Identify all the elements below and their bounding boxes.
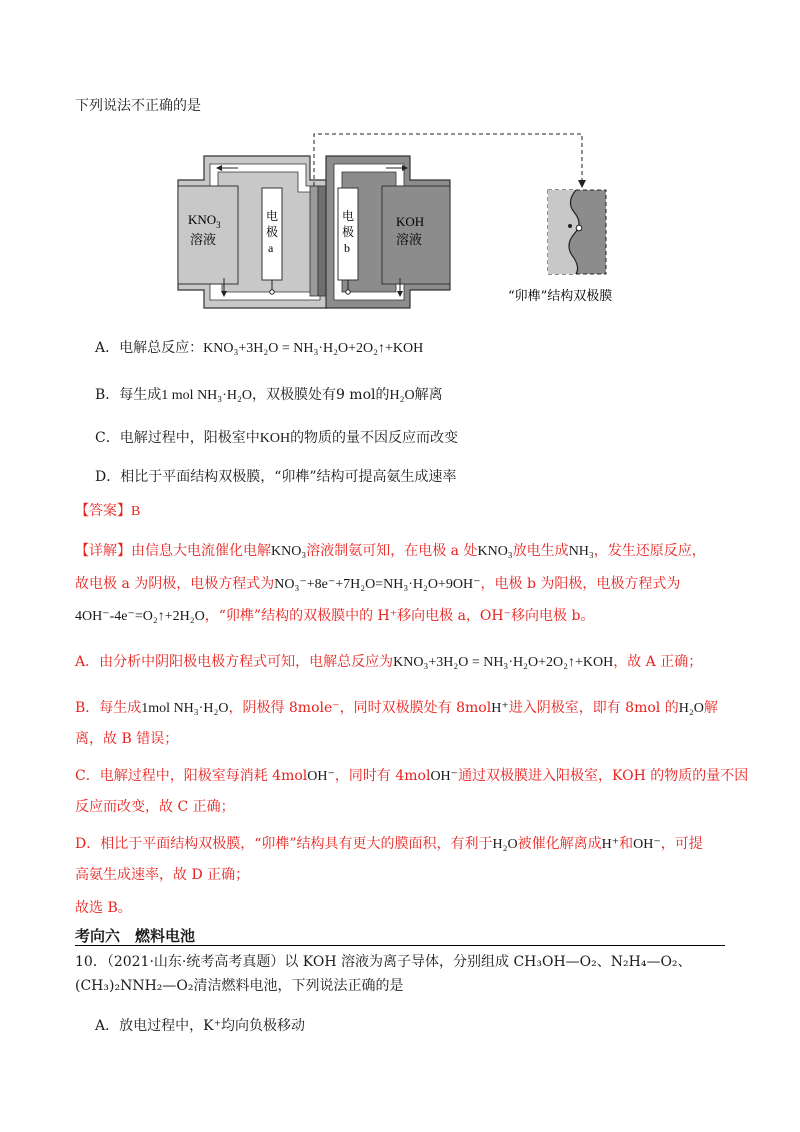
analysis-line1-d: ，发生还原反应，: [593, 543, 706, 559]
analysis-line1-b: 溶液制氨可知，在电极 a 处: [306, 543, 478, 559]
kno3-solution-text: 溶液: [190, 233, 217, 248]
option-d-letter: D．: [95, 469, 121, 485]
analysis-c: [75, 766, 748, 787]
analysis-b-b: ，阴极得 8mole⁻，同时双极膜处有 8mol: [228, 700, 492, 716]
koh-label: KOH: [396, 214, 425, 229]
analysis-d-formula2: H⁺: [601, 837, 620, 852]
analysis-d-c: 和: [619, 836, 634, 852]
option-a: [95, 338, 423, 359]
analysis-b-a: B．每生成: [75, 700, 142, 716]
analysis-b-c: 进入阴极室，即有 8mol 的: [508, 700, 679, 716]
analysis-b-line2: 离，故 B 错误；: [75, 731, 179, 747]
option-a-formula: KNO₃+3H₂O = NH₃·H₂O+2O₂↑+KOH: [203, 341, 424, 356]
analysis-b-formula1: 1mol NH₃·H₂O: [141, 701, 229, 716]
terminal-b-icon: [346, 290, 350, 294]
analysis-a: [75, 652, 702, 673]
section-heading: 考向六 燃料电池: [75, 925, 725, 946]
analysis-c-c: 通过双极膜进入阳极室，KOH 的物质的量不因: [458, 768, 749, 784]
analysis-line3: [75, 606, 594, 627]
koh-solution-text: 溶液: [396, 233, 423, 248]
analysis-line3-formula: 4OH⁻-4e⁻=O₂↑+2H₂O: [75, 609, 205, 624]
electrode-b-char2: 极: [342, 225, 355, 239]
question10-line1: 10．（2021·山东·统考高考真题）以 KOH 溶液为离子导体，分别组成 CH₃OH—O₂、N₂H₄—O₂、: [75, 954, 692, 970]
question10-option-a: A．放电过程中，K⁺均向负极移动: [95, 1018, 305, 1034]
option-d: [95, 467, 457, 487]
analysis-line1-formula1: KNO₃: [271, 544, 307, 559]
analysis-a-formula: KNO₃+3H₂O = NH₃·H₂O+2O₂↑+KOH: [393, 655, 614, 670]
question10-line2: (CH₃)₂NNH₂—O₂清洁燃料电池，下列说法正确的是: [75, 978, 404, 994]
option-a-text: 电解总反应：: [119, 340, 204, 356]
analysis-b-d: 解: [703, 700, 718, 716]
analysis-d-line2: 高氨生成速率，故 D 正确；: [75, 867, 250, 883]
option-b-formula2: H₂O: [389, 388, 415, 403]
analysis-line1-formula3: NH₃: [568, 544, 594, 559]
analysis-a-end: ，故 A 正确；: [613, 654, 703, 670]
analysis-b-formula3: H₂O: [678, 701, 704, 716]
option-c: [95, 428, 458, 449]
analysis-c-a: C．电解过程中，阳极室每消耗 4mol: [75, 768, 308, 784]
question-intro: 下列说法不正确的是: [75, 98, 201, 114]
electrode-a-char3: a: [268, 241, 274, 255]
analysis-c-formula2: OH⁻: [430, 769, 459, 784]
analysis-conclusion: 故选 B。: [75, 900, 132, 916]
electrode-b-char3: b: [344, 241, 350, 255]
option-b-text-post: 解离: [414, 387, 443, 403]
membrane-open-dot-icon: [576, 225, 582, 231]
analysis-d-b: 被催化解离成: [517, 836, 602, 852]
option-b-text-mid: ，双极膜处有9 mol的: [251, 387, 390, 403]
analysis-line2-b: ，电极 b 为阳极，电极方程式为: [480, 576, 681, 592]
option-b: [95, 385, 443, 406]
option-c-letter: C．: [95, 430, 120, 446]
analysis-line2-a: 故电极 a 为阴极，电极方程式为: [75, 576, 275, 592]
analysis-d-formula1: H₂O: [492, 837, 518, 852]
analysis-line2: [75, 574, 680, 595]
analysis-c-formula1: OH⁻: [307, 769, 335, 784]
kno3-label: $KNO_3$: [188, 212, 221, 230]
membrane-dot-icon: [568, 224, 572, 228]
analysis-line2-formula: NO₃⁻+8e⁻+7H₂O=NH₃·H₂O+9OH⁻: [274, 577, 481, 592]
option-d-text: 相比于平面结构双极膜，“卯榫”结构可提高氨生成速率: [120, 469, 457, 485]
answer-line: [75, 501, 140, 522]
analysis-c-b: ，同时有 4mol: [334, 768, 431, 784]
zoom-arrow-icon: [578, 180, 586, 188]
analysis-line3-b: ，“卯榫”结构的双极膜中的 H⁺移向电极 a，OH⁻移向电极 b。: [204, 608, 595, 624]
option-b-formula: 1 mol NH₃·H₂O: [161, 388, 252, 403]
option-a-letter: A．: [95, 340, 120, 356]
analysis-line1: [75, 541, 706, 562]
analysis-line1-formula2: KNO₃: [477, 544, 513, 559]
terminal-a-icon: [270, 290, 274, 294]
analysis-d-formula3: OH⁻: [633, 837, 661, 852]
answer-label: 【答案】: [75, 503, 131, 519]
option-c-text-pre: 电解过程中，阳极室中: [119, 430, 260, 446]
option-c-formula: KOH: [259, 431, 291, 446]
analysis-b-formula2: H⁺: [491, 701, 509, 716]
option-b-letter: B．: [95, 387, 120, 403]
analysis-b: [75, 698, 718, 719]
analysis-label: 【详解】: [75, 543, 131, 559]
electrode-b-char1: 电: [342, 209, 355, 223]
analysis-d-d: ，可提: [660, 836, 703, 852]
answer-value: B: [131, 504, 141, 519]
analysis-line1-a: 由信息大电流催化电解: [131, 543, 271, 559]
analysis-a-text: A．由分析中阴阳极电极方程式可知，电解总反应为: [75, 654, 394, 670]
option-c-text-post: 的物质的量不因反应而改变: [290, 430, 459, 446]
electrolysis-cell-diagram: [170, 128, 660, 318]
analysis-line1-c: 放电生成: [512, 543, 569, 559]
option-b-text-pre: 每生成: [119, 387, 162, 403]
membrane-caption: “卯榫”结构双极膜: [508, 289, 613, 304]
electrode-a-char2: 极: [266, 225, 279, 239]
analysis-d-a: D．相比于平面结构双极膜，“卯榫”结构具有更大的膜面积，有利于: [75, 836, 493, 852]
analysis-d: [75, 834, 703, 855]
analysis-c-line2: 反应而改变，故 C 正确；: [75, 799, 235, 815]
electrode-a-char1: 电: [266, 209, 279, 223]
